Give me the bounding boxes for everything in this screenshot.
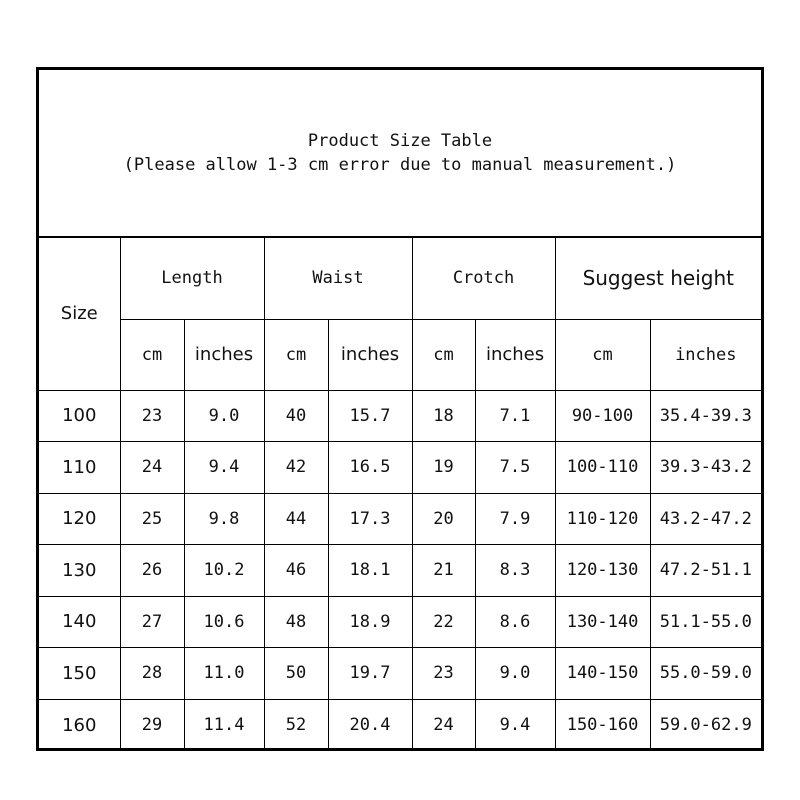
header-waist: Waist: [264, 237, 412, 319]
cell-size: 110: [39, 442, 120, 494]
table-row: [39, 648, 761, 700]
header-suggest-height: Suggest height: [555, 237, 761, 319]
cell-crotch-cm: 23: [412, 648, 475, 700]
cell-size: 160: [39, 699, 120, 751]
size-table: [39, 236, 761, 751]
cell-length-cm: 25: [120, 493, 184, 545]
header-row-units: [39, 319, 761, 390]
cell-crotch-cm: 19: [412, 442, 475, 494]
cell-crotch-inches: 8.3: [475, 545, 555, 597]
cell-waist-inches: 15.7: [328, 390, 412, 442]
cell-height-cm: 150-160: [555, 699, 650, 751]
unit-waist-cm: cm: [264, 319, 328, 390]
table-row: [39, 442, 761, 494]
cell-waist-inches: 19.7: [328, 648, 412, 700]
size-table-body: [39, 237, 761, 751]
cell-crotch-cm: 20: [412, 493, 475, 545]
cell-waist-cm: 40: [264, 390, 328, 442]
cell-height-cm: 130-140: [555, 596, 650, 648]
cell-height-inches: 47.2-51.1: [650, 545, 761, 597]
cell-height-inches: 35.4-39.3: [650, 390, 761, 442]
cell-length-cm: 23: [120, 390, 184, 442]
header-crotch: Crotch: [412, 237, 555, 319]
cell-crotch-cm: 22: [412, 596, 475, 648]
cell-size: 140: [39, 596, 120, 648]
unit-length-inches: inches: [184, 319, 264, 390]
cell-height-inches: 51.1-55.0: [650, 596, 761, 648]
cell-length-inches: 10.2: [184, 545, 264, 597]
cell-crotch-inches: 8.6: [475, 596, 555, 648]
cell-height-inches: 59.0-62.9: [650, 699, 761, 751]
unit-height-inches: inches: [650, 319, 761, 390]
cell-height-cm: 140-150: [555, 648, 650, 700]
table-row: [39, 390, 761, 442]
cell-waist-cm: 48: [264, 596, 328, 648]
cell-crotch-cm: 21: [412, 545, 475, 597]
table-row: [39, 545, 761, 597]
cell-length-cm: 24: [120, 442, 184, 494]
cell-length-cm: 29: [120, 699, 184, 751]
cell-length-inches: 9.0: [184, 390, 264, 442]
cell-height-cm: 100-110: [555, 442, 650, 494]
cell-waist-cm: 42: [264, 442, 328, 494]
cell-length-inches: 10.6: [184, 596, 264, 648]
cell-waist-inches: 18.9: [328, 596, 412, 648]
cell-size: 130: [39, 545, 120, 597]
cell-crotch-inches: 9.0: [475, 648, 555, 700]
header-size: Size: [39, 237, 120, 390]
cell-size: 100: [39, 390, 120, 442]
table-row: [39, 699, 761, 751]
cell-crotch-inches: 7.5: [475, 442, 555, 494]
cell-height-cm: 110-120: [555, 493, 650, 545]
unit-height-cm: cm: [555, 319, 650, 390]
cell-height-inches: 43.2-47.2: [650, 493, 761, 545]
table-row: [39, 493, 761, 545]
cell-height-cm: 90-100: [555, 390, 650, 442]
cell-height-inches: 55.0-59.0: [650, 648, 761, 700]
cell-waist-cm: 50: [264, 648, 328, 700]
cell-length-inches: 9.4: [184, 442, 264, 494]
cell-waist-inches: 17.3: [328, 493, 412, 545]
unit-crotch-inches: inches: [475, 319, 555, 390]
cell-crotch-inches: 7.1: [475, 390, 555, 442]
cell-crotch-cm: 24: [412, 699, 475, 751]
cell-crotch-cm: 18: [412, 390, 475, 442]
cell-waist-cm: 52: [264, 699, 328, 751]
cell-length-cm: 27: [120, 596, 184, 648]
cell-crotch-inches: 7.9: [475, 493, 555, 545]
cell-waist-inches: 20.4: [328, 699, 412, 751]
cell-crotch-inches: 9.4: [475, 699, 555, 751]
cell-length-inches: 11.4: [184, 699, 264, 751]
cell-height-cm: 120-130: [555, 545, 650, 597]
cell-size: 120: [39, 493, 120, 545]
cell-height-inches: 39.3-43.2: [650, 442, 761, 494]
table-subtitle: (Please allow 1-3 cm error due to manual measurement.): [123, 155, 677, 175]
cell-length-cm: 28: [120, 648, 184, 700]
cell-waist-cm: 46: [264, 545, 328, 597]
unit-crotch-cm: cm: [412, 319, 475, 390]
cell-length-inches: 9.8: [184, 493, 264, 545]
table-row: [39, 596, 761, 648]
unit-waist-inches: inches: [328, 319, 412, 390]
cell-length-cm: 26: [120, 545, 184, 597]
unit-length-cm: cm: [120, 319, 184, 390]
size-chart-sheet: [36, 67, 764, 751]
cell-waist-inches: 18.1: [328, 545, 412, 597]
header-length: Length: [120, 237, 264, 319]
title-block: [39, 70, 761, 236]
cell-size: 150: [39, 648, 120, 700]
cell-waist-inches: 16.5: [328, 442, 412, 494]
cell-waist-cm: 44: [264, 493, 328, 545]
header-row-groups: [39, 237, 761, 319]
cell-length-inches: 11.0: [184, 648, 264, 700]
table-title: Product Size Table: [307, 131, 493, 151]
